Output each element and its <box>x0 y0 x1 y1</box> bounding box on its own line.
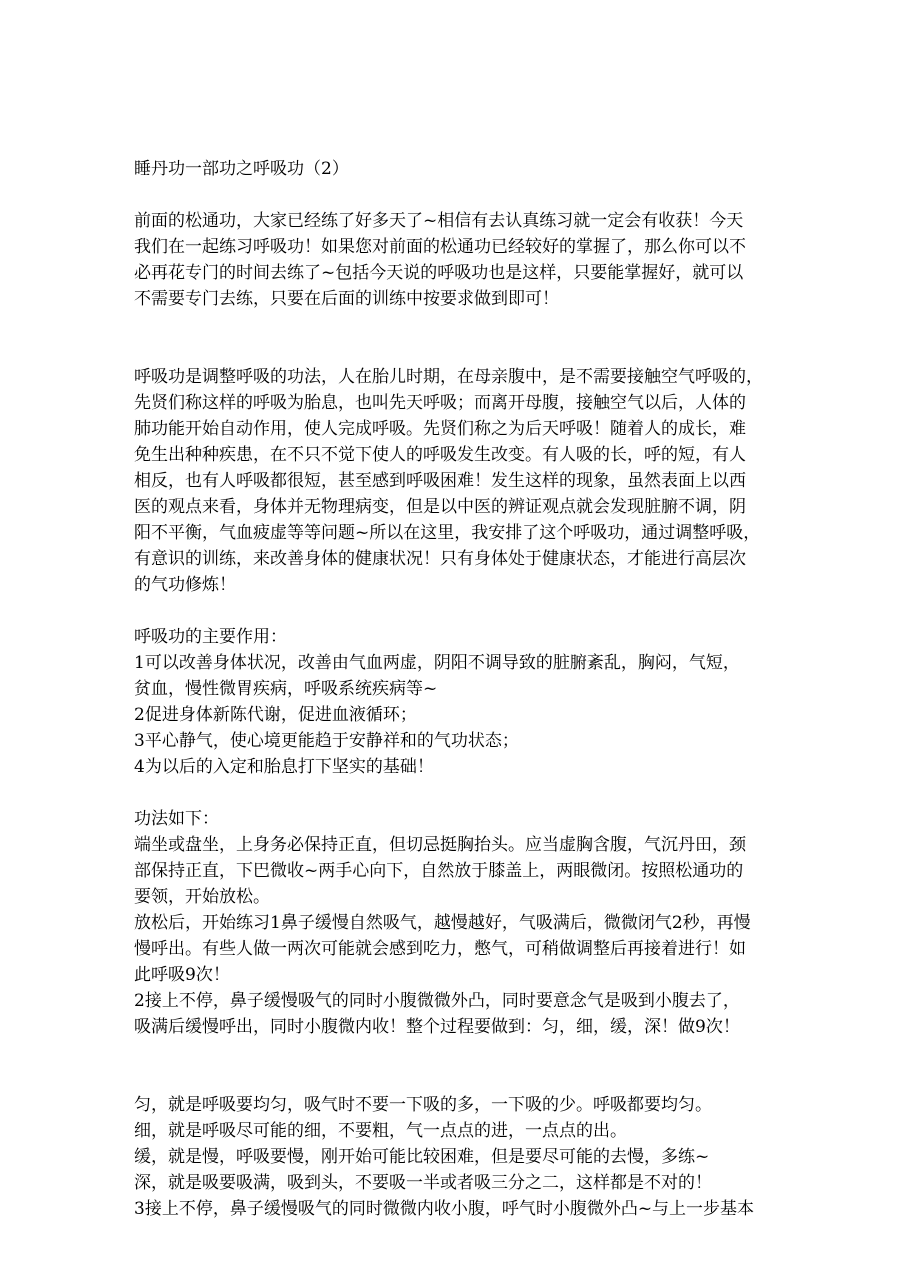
intro-line: 前面的松通功，大家已经练了好多天了~相信有去认真练习就一定会有收获！今天 <box>134 211 744 231</box>
description-line: 肺功能开始自动作用，使人完成呼吸。先贤们称之为后天呼吸！随着人的成长，难 <box>134 419 746 439</box>
document-content <box>134 156 784 1222</box>
effects-section <box>134 624 784 780</box>
description-line: 呼吸功是调整呼吸的功法，人在胎儿时期，在母亲腹中，是不需要接触空气呼吸的， <box>134 367 763 387</box>
effects-item: 2促进身体新陈代谢，促进血液循环； <box>134 705 417 725</box>
spacer <box>134 1040 784 1092</box>
principle-line: 3接上不停，鼻子缓慢吸气的同时微微内收小腹，呼气时小腹微外凸~与上一步基本 <box>134 1199 755 1219</box>
spacer <box>134 598 784 624</box>
spacer <box>134 312 784 364</box>
method-line: 放松后，开始练习1鼻子缓慢自然吸气，越慢越好，气吸满后，微微闭气2秒，再慢 <box>134 913 751 933</box>
description-paragraph <box>134 364 784 598</box>
principle-line: 深，就是吸要吸满，吸到头，不要吸一半或者吸三分之二，这样都是不对的！ <box>134 1173 712 1193</box>
principle-line: 缓，就是慢，呼吸要慢，刚开始可能比较困难，但是要尽可能的去慢，多练~ <box>134 1147 710 1167</box>
spacer <box>134 182 784 208</box>
description-line: 阳不平衡，气血疲虚等等问题~所以在这里，我安排了这个呼吸功，通过调整呼吸， <box>134 523 761 543</box>
method-heading: 功法如下： <box>134 809 219 829</box>
method-line: 此呼吸9次！ <box>134 965 230 985</box>
method-line: 吸满后缓慢呼出，同时小腹微内收！整个过程要做到：匀，细，缓，深！做9次！ <box>134 1017 740 1037</box>
method-section <box>134 806 784 1040</box>
method-line: 端坐或盘坐，上身务必保持正直，但切忌挺胸抬头。应当虚胸含腹，气沉丹田，颈 <box>134 835 746 855</box>
description-line: 免生出种种疾患，在不只不觉下使人的呼吸发生改变。有人吸的长，呼的短，有人 <box>134 445 746 465</box>
effects-item: 贫血，慢性微胃疾病，呼吸系统疾病等~ <box>134 679 438 699</box>
intro-line: 不需要专门去练，只要在后面的训练中按要求做到即可！ <box>134 289 559 309</box>
principles-section <box>134 1092 784 1222</box>
intro-paragraph <box>134 208 784 312</box>
document-title: 睡丹功一部功之呼吸功（2） <box>134 159 349 179</box>
method-line: 2接上不停，鼻子缓慢吸气的同时小腹微微外凸，同时要意念气是吸到小腹去了， <box>134 991 740 1011</box>
method-line: 部保持正直，下巴微收~两手心向下，自然放于膝盖上，两眼微闭。按照松通功的 <box>134 861 744 881</box>
intro-line: 我们在一起练习呼吸功！如果您对前面的松通功已经较好的掌握了，那么你可以不 <box>134 237 746 257</box>
description-line: 相反，也有人呼吸都很短，甚至感到呼吸困难！发生这样的现象，虽然表面上以西 <box>134 471 746 491</box>
description-line: 医的观点来看，身体并无物理病变，但是以中医的辨证观点就会发现脏腑不调，阴 <box>134 497 746 517</box>
effects-item: 1可以改善身体状况，改善由气血两虚，阴阳不调导致的脏腑紊乱，胸闷，气短， <box>134 653 740 673</box>
intro-line: 必再花专门的时间去练了~包括今天说的呼吸功也是这样，只要能掌握好，就可以 <box>134 263 744 283</box>
description-line: 有意识的训练，来改善身体的健康状况！只有身体处于健康状态，才能进行高层次 <box>134 549 746 569</box>
method-line: 要领，开始放松。 <box>134 887 270 907</box>
description-line: 先贤们称这样的呼吸为胎息，也叫先天呼吸；而离开母腹，接触空气以后，人体的 <box>134 393 746 413</box>
description-line: 的气功修炼！ <box>134 575 236 595</box>
principle-line: 匀，就是呼吸要均匀，吸气时不要一下吸的多，一下吸的少。呼吸都要均匀。 <box>134 1095 712 1115</box>
principle-line: 细，就是呼吸尽可能的细，不要粗，气一点点的进，一点点的出。 <box>134 1121 627 1141</box>
spacer <box>134 780 784 806</box>
effects-heading: 呼吸功的主要作用： <box>134 627 287 647</box>
effects-item: 3平心静气，使心境更能趋于安静祥和的气功状态； <box>134 731 519 751</box>
effects-item: 4为以后的入定和胎息打下坚实的基础！ <box>134 757 434 777</box>
method-line: 慢呼出。有些人做一两次可能就会感到吃力，憋气，可稍做调整后再接着进行！如 <box>134 939 746 959</box>
